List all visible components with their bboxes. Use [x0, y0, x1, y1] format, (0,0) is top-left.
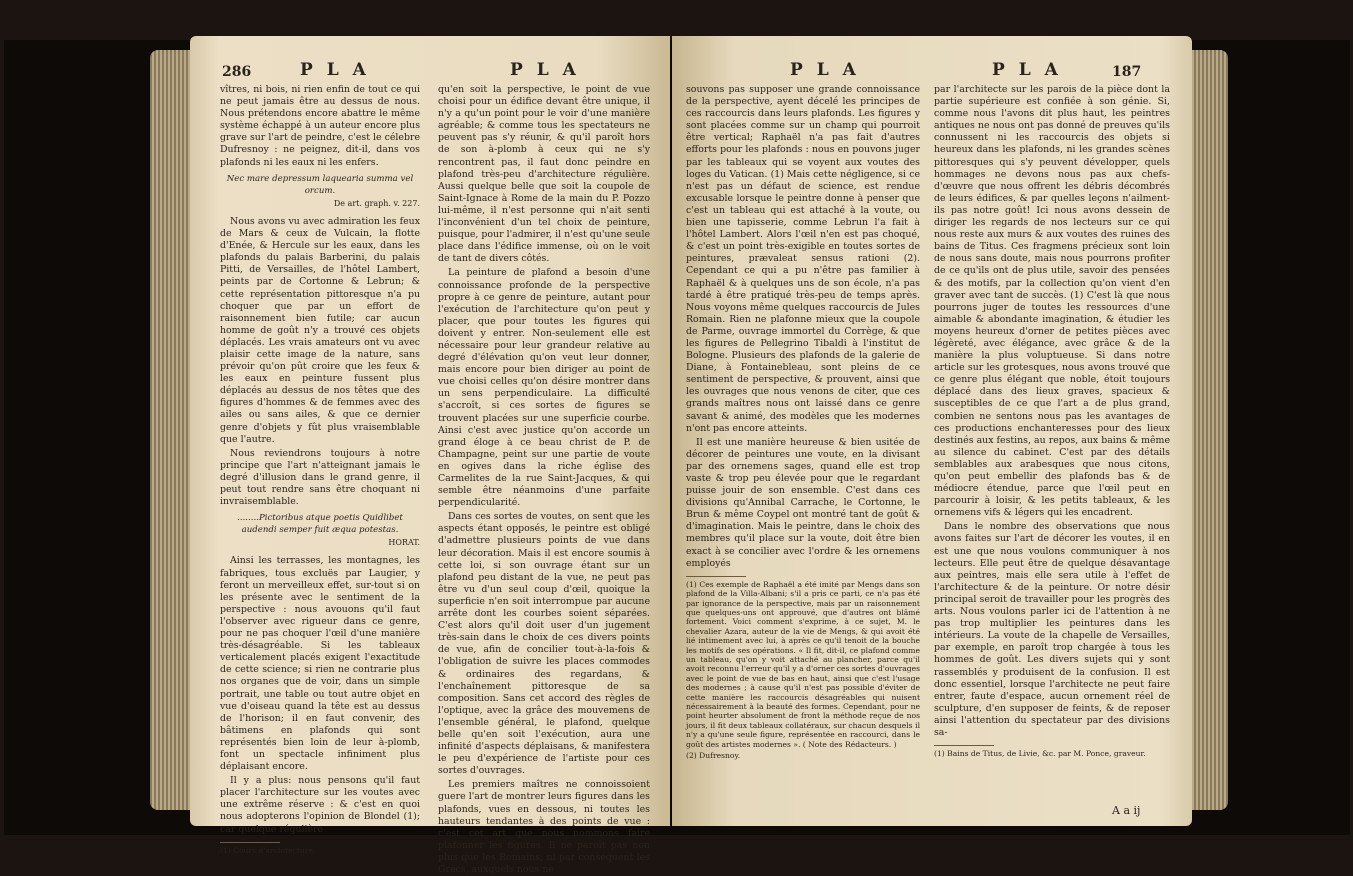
right-page-column-2 [934, 84, 1170, 824]
paragraph: Il y a plus: nous pensons qu'il faut placer l'architecture sur les voutes avec une extrême réserve : & c'est en quoi nous adopterons l'opinion de Blondel (1); car quelque régulière [220, 775, 420, 835]
paragraph: Les premiers maîtres ne connoissoient guere l'art de montrer leurs figures dans les plafonds, vues en dessous, ni toutes les hauteurs tendantes à des points de vue : c'est cet art que nous nommons faire plafonner les figures. Il ne paroît pas non plus que les Romains, ni par conséquent les Grecs, auxquels nous ne [438, 779, 650, 875]
running-head: P L A [300, 60, 370, 80]
page-number: 286 [222, 64, 252, 80]
paragraph: Dans le nombre des observations que nous avons faites sur l'art de décorer les voutes, il en est une que nous voulons communiquer à nos lecteurs. Elle peut être de quelque désavantage aux peintres, mais elle sera utile à l'effet de l'architecture & de la peinture. Or notre désir principal seroit de travailler pour les progrès des arts. Nous voulons parler ici de l'attention à ne pas trop multiplier les peintures dans les intérieurs. La voute de la chapelle de Versailles, par exemple, en paroît trop chargée à tous les hommes de goût. Les divers sujets qui y sont rassemblés y produisent de la confusion. Il est donc essentiel, lorsque l'architecte ne peut faire entrer, faute d'espace, aucun ornement réel de sculpture, d'en supposer de feints, & de reposer ainsi l'attention du spectateur par des divisions sa- [934, 521, 1170, 738]
footnote: (1) Ces exemple de Raphaël a été imité par Mengs dans son plafond de la Villa-Albani; s'il a pris ce parti, ce n'a pas été par ignorance de la perspective, mais par un raisonnement que quelques-uns ont approuvé, que d'autres ont blâmé fortement. Voici comment s'exprime, à ce sujet, M. le chevalier Azara, auteur de la vie de Mengs, & qui avoit été lié intimement avec lui, à après ce qu'il tenoit de la bouche les motifs de ses opérations. « Il fit, dit-il, ce plafond comme un tableau, qu'on y voit attaché au plancher, parce qu'il avoit reconnu l'erreur qu'il y a d'orner ces sortes d'ouvrages avec le point de vue de bas en haut, ainsi que c'est l'usage des modernes ; à cause qu'il n'est pas possible d'éviter de cette manière les raccourcis désagréables qui nuisent nécessairement à la beauté des formes. Cependant, pour ne point heurter absolument de front la méthode reçue de nos jours, il fit deux tableaux collatéraux, sur chacun desquels il n'y a qu'une seule figure, représentée en raccourci, dans le goût des artistes modernes ». ( Note des Rédacteurs. ) [686, 579, 920, 749]
right-page-edges [1188, 50, 1228, 810]
paragraph: Ainsi les terrasses, les montagnes, les fabriques, tous excluës par Laugier, y feront un merveilleux effet, sur-tout si on les présente avec le sentiment de la perspective : nous avouons qu'il faut l'observer avec rigueur dans ce genre, pour ne pas choquer l'œil d'une manière très-désagréable. Si les tableaux verticalement placés exigent l'exactitude de cette science; si rien ne contrarie plus nos organes que de voir, dans un simple portrait, une table ou tout autre objet en vue d'oiseau quand la tête est au dessus de l'horison; il en faut convenir, des bâtimens en plafonds qui sont représentés bien loin de leur à-plomb, font un spectacle infiniment plus déplaisant encore. [220, 555, 420, 773]
right-page-column-1 [686, 84, 920, 824]
right-page [672, 36, 1192, 826]
running-head: P L A [992, 60, 1062, 80]
left-page [190, 36, 670, 875]
footnote: (1) Cours d'architecture. [220, 845, 316, 855]
paragraph: souvons pas supposer une grande connoissance de la perspective, ayent décelé les principes de ces raccourcis dans leurs plafonds. Les figures y sont placées comme sur un champ qui pourroit être vertical; Raphaël n'a pas fait d'autres efforts pour les plafonds : nous en pouvons juger par les tableaux qui se voyent aux voutes des loges du Vatican. (1) Mais cette négligence, si ce n'est pas un défaut de science, est rendue excusable lorsque le peintre donne à penser que c'est un tableau qui est attaché à la voute, ou bien une tapisserie, comme Lebrun l'a fait à l'hôtel Lambert. Alors l'œil n'en est pas choqué, & c'est un point très-exigible en toutes sortes de peintures, prævaleat sensus rationi (2). Cependant ce qui a pu n'être pas familier à Raphaël & à quelques uns de son école, n'a pas tardé à être pratiqué très-peu de temps après. Nous voyons même quelques raccourcis de Jules Romain. Rien ne plafonne mieux que la coupole de Parme, ouvrage immortel du Corrège, & que les figures de Pellegrino Tibaldi à l'institut de Bologne. Plusieurs des plafonds de la galerie de Diane, à Fontainebleau, sont pleins de ce sentiment de perspective, & prouvent, ainsi que les ouvrages que nous venons de citer, que ces grands maîtres nous ont laissé dans ce genre savant & animé, des modèles que les modernes n'ont pas encore atteints. [686, 84, 920, 434]
paragraph: qu'en soit la perspective, le point de vue choisi pour un édifice devant être unique, il n'y a qu'un point pour le voir d'une manière agréable; & comme tous les spectateurs ne peuvent pas s'y réunir, & qu'il paroît hors de son à-plomb à ceux qui ne s'y rencontrent pas, il faut donc peindre en plafond très-peu d'architecture régulière. Aussi quelque belle que soit la coupole de Saint-Ignace à Rome de la main du P. Pozzo lui-même, il n'est personne qui n'ait senti l'inconvénient d'un tel choix de peinture, puisque, pour l'admirer, il n'est qu'une seule place dans l'édifice immense, où on le voit de tant de divers côtés. [438, 84, 650, 265]
paragraph: Nous avons vu avec admiration les feux de Mars & ceux de Vulcain, la flotte d'Enée, & Hercule sur les eaux, dans les plafonds du palais Barberini, du palais Pitti, de Versailles, de l'hôtel Lambert, peints par de Cortonne & Lebrun; & cette représentation pittoresque n'a pu choquer que par un effort de raisonnement bien futile; car aucun homme de goût n'y a trouvé ces objets déplacés. Les vrais amateurs ont vu avec plaisir cette image de la nature, sans prévoir qu'on pût croire que les feux & les eaux en peinture fussent plus déplacés au dessus de nos têtes que des figures d'hommes & de femmes avec des ailes ou sans ailes, & que ce dernier genre d'objets y fût plus vraisemblable que l'autre. [220, 215, 420, 445]
paragraph: La peinture de plafond a besoin d'une connoissance profonde de la perspective propre à ce genre de peinture, autant pour l'exécution de l'architecture qu'on peut y placer, que pour toutes les figures qui doivent y entrer. Non-seulement elle est nécessaire pour leur grandeur relative au degré d'élévation qu'on veut leur donner, mais encore pour bien diriger au point de vue choisi celles qu'on désire montrer dans un sens perpendiculaire. La difficulté s'accroît, si ces sortes de figures se trouvent placées sur une superficie courbe. Ainsi c'est avec justice qu'on accorde un grand éloge à ce beau christ de P. de Champagne, peint sur une partie de voute en ogives dans la riche église des Carmelites de la rue Saint-Jacques, & qui semble être néanmoins d'une parfaite perpendicularité. [438, 267, 650, 509]
running-head: P L A [790, 60, 860, 80]
quote-source: HORAT. [388, 538, 420, 548]
latin-quote: ........Pictoribus atque poetis Quidlibet audendi semper fuit æqua potestas. [237, 513, 403, 536]
paragraph: par l'architecte sur les parois de la pièce dont la partie supérieure est confiée à son génie. Si, comme nous l'avons dit plus haut, les peintres antiques ne nous ont pas donné de preuves qu'ils connussent ni les raccourcis des objets si heureux dans les plafonds, ni les grandes scènes pittoresques qui s'y peuvent développer, quels hommages ne devons nous pas aux chefs-d'œuvre que nous offrent les débris décombrés de leurs édifices, & par quelles leçons n'ailment-ils pas notre goût! Ici nous avons dessein de diriger les regards de nos lecteurs sur ce qui nous reste aux murs & aux voutes des ruines des bains de Titus. Ces fragmens précieux sont loin de nous sans doute, mais nous pourrons profiter de ce qu'ils ont de plus utile, savoir des pensées & des motifs, par la collection qu'on vient d'en graver avec tant de succès. (1) C'est là que nous pourrons juger de toutes les ressources d'une aimable & abondante imagination, & étudier les moyens heureux d'orner de petites pièces avec légèreté, avec élégance, avec grâce & de la manière la plus voluptueuse. Si dans notre article sur les grotesques, nous avons trouvé que ce genre plus élégant que noble, étoit toujours déplacé dans des lieux graves, spacieux & susceptibles de ce que l'art a de plus grand, combien ne sentons nous pas les avantages de ces productions enchanteresses pour des lieux destinés aux festins, au repos, aux bains & même au silence du cabinet. C'est par des détails semblables aux arabesques que nous citons, qu'on peut embellir des plafonds bas & de médiocre étendue, parce que l'œil peut en parcourir à loisir, & les petits tableaux, & les ornemens vifs & légers qui les encadrent. [934, 84, 1170, 519]
page-number: 187 [1112, 64, 1142, 80]
paragraph: Il est une manière heureuse & bien usitée de décorer de peintures une voute, en la divisant par des ornemens sages, quand elle est trop vaste & trop peu élevée pour que le regardant puisse jouir de son ensemble. C'est dans ces divisions qu'Annibal Carrache, le Cortonne, le Brun & même Coypel ont montré tant de goût & d'imagination. Mais le peintre, dans le choix des membres qu'il place sur la voute, doit être bien exact à se concilier avec l'ordre & les ornemens employés [686, 436, 920, 569]
left-page-column-2 [438, 84, 650, 875]
paragraph: Dans ces sortes de voutes, on sent que les aspects étant opposés, le peintre est obligé d'admettre plusieurs points de vue dans leur décoration. Mais il est encore soumis à cette loi, si son ouvrage étant sur un plafond peu distant de la vue, ne peut pas être vu d'un seul coup d'œil, quoique la superficie n'en soit interrompue par aucune arrête dont les courbes soient séparées. C'est alors qu'il doit user d'un jugement très-sain dans le choix de ces divers points de vue, afin de concilier tout-à-la-fois & l'obligation de suivre les places commodes & ordinaires des regardans, & l'enchaînement pittoresque de sa composition. Sans cet accord des règles de l'optique, avec la grâce des mouvemens de l'ensemble général, le plafond, quelque belle qu'en soit l'exécution, aura une infinité d'aspects déplaisans, & manifestera le peu d'expérience de l'artiste pour ces sortes d'ouvrages. [438, 511, 650, 777]
paragraph: Nous reviendrons toujours à notre principe que l'art n'atteignant jamais le degré d'illusion dans le grand genre, il peut tout rendre sans être choquant ni invraisemblable. [220, 447, 420, 508]
footnote: (2) Dufresnoy. [686, 751, 741, 761]
quote-source: De art. graph. v. 227. [333, 198, 420, 208]
paragraph: vîtres, ni bois, ni rien enfin de tout ce qui ne peut jamais être au dessus de nous. Nous prétendons encore abattre le même système échappé à un auteur encore plus grave sur l'art de peindre, c'est le célebre Dufresnoy : ne peignez, dit-il, dans vos plafonds ni les eaux ni les enfers. [220, 84, 420, 168]
running-head: P L A [510, 60, 580, 80]
footnote-rule [686, 576, 746, 577]
left-page-column-1 [220, 84, 420, 855]
latin-quote: Nec mare depressum laquearia summa vel orcum. [226, 173, 414, 196]
left-page-edges [150, 50, 194, 810]
footnote-rule [934, 745, 994, 746]
footnote: (1) Bains de Titus, de Livie, &c. par M. Ponce, graveur. [934, 749, 1146, 759]
footnote-rule [220, 842, 280, 843]
signature-mark: A a ij [1112, 804, 1141, 817]
